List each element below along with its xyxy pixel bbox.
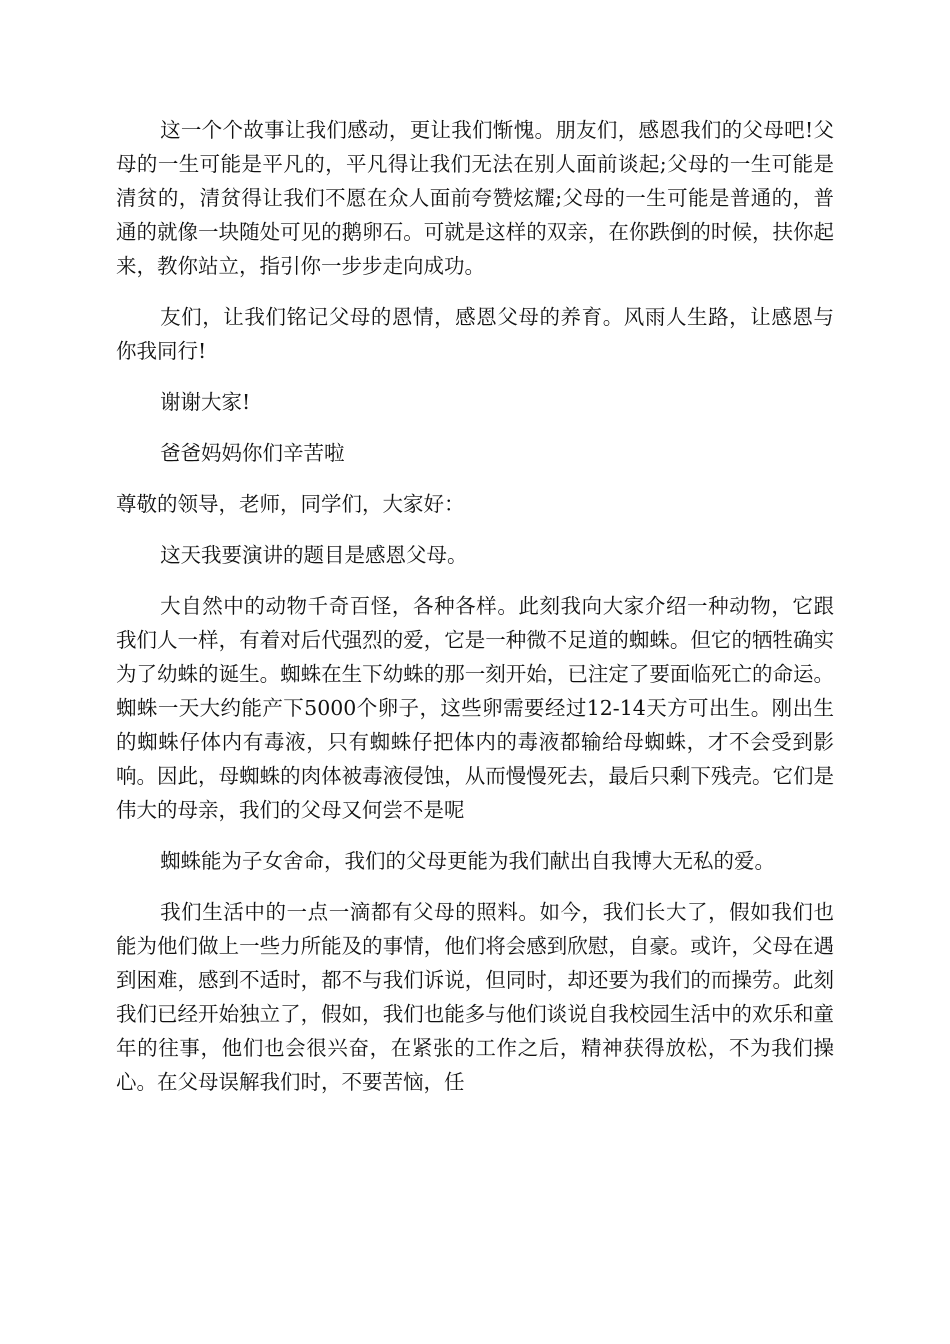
- paragraph-thanks: 谢谢大家!: [160, 390, 251, 414]
- speech-title: 爸爸妈妈你们辛苦啦: [160, 441, 345, 465]
- paragraph-remember-parents: 友们，让我们铭记父母的恩情，感恩父母的养育。风雨人生路，让感恩与你我同行!: [116, 305, 834, 363]
- paragraph-daily-care: 我们生活中的一点一滴都有父母的照料。如今，我们长大了，假如我们也能为他们做上一些力所能及的事情，他们将会感到欣慰，自豪。或许，父母在遇到困难，感到不适时，都不与我们诉说，但同时，却还要为我们的而操劳。此刻我们已经开始独立了，假如，我们也能多与他们谈说自我校园生活中的欢乐和童年的往事，他们也会很兴奋，在紧张的工作之后，精神获得放松，不为我们操心。在父母误解我们时，不要苦恼，任: [116, 900, 834, 1094]
- document-body: [116, 113, 834, 1116]
- paragraph-topic: 这天我要演讲的题目是感恩父母。: [160, 543, 468, 567]
- paragraph-spider-story: 大自然中的动物千奇百怪，各种各样。此刻我向大家介绍一种动物，它跟我们人一样，有着对后代强烈的爱，它是一种微不足道的蜘蛛。但它的牺牲确实为了幼蛛的诞生。蜘蛛在生下幼蛛的那一刻开始，已注定了要面临死亡的命运。蜘蛛一天大约能产下5000个卵子，这些卵需要经过12-14天方可出生。刚出生的蜘蛛仔体内有毒液，只有蜘蛛仔把体内的毒液都输给母蜘蛛，才不会受到影响。因此，母蜘蛛的肉体被毒液侵蚀，从而慢慢死去，最后只剩下残壳。它们是伟大的母亲，我们的父母又何尝不是呢: [116, 594, 834, 822]
- paragraph-spider-sacrifice: 蜘蛛能为子女舍命，我们的父母更能为我们献出自我博大无私的爱。: [160, 849, 776, 873]
- paragraph-story-gratitude: 这一个个故事让我们感动，更让我们惭愧。朋友们，感恩我们的父母吧!父母的一生可能是平凡的，平凡得让我们无法在别人面前谈起;父母的一生可能是清贫的，清贫得让我们不愿在众人面前夸赞炫耀;父母的一生可能是普通的，普通的就像一块随处可见的鹅卵石。可就是这样的双亲，在你跌倒的时候，扶你起来，教你站立，指引你一步步走向成功。: [116, 118, 834, 278]
- speech-greeting: 尊敬的领导，老师，同学们，大家好：: [116, 492, 465, 516]
